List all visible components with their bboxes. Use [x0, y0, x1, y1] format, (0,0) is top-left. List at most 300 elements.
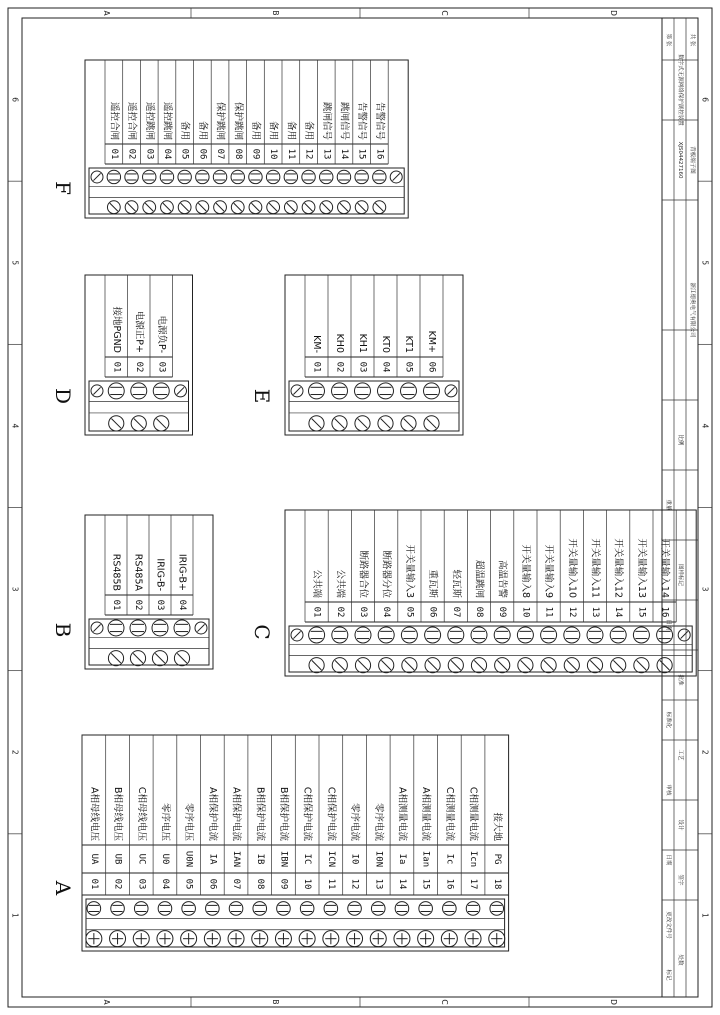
- screw-head: [490, 902, 504, 916]
- terminal-number: 12: [566, 606, 577, 618]
- terminal-description: 公共端: [334, 569, 346, 598]
- terminal-code: UC: [136, 853, 147, 865]
- terminal-description: B相保护电流: [277, 786, 289, 841]
- terminal-description: B相母线电压: [112, 786, 124, 841]
- drawing-number: XJS04427160: [677, 141, 683, 179]
- block-letter: B: [51, 622, 75, 638]
- screw-slot: [312, 419, 322, 429]
- terminal-clamp-icon: [229, 902, 243, 916]
- zone-number: 1: [10, 913, 20, 918]
- screw-slot: [335, 660, 345, 670]
- terminal-number: 02: [334, 606, 345, 618]
- terminal-description: C相母线电压: [135, 786, 147, 841]
- zone-number: 6: [700, 97, 710, 102]
- screw-head: [443, 902, 457, 916]
- screw-slot: [567, 660, 577, 670]
- terminal-code: ICN: [325, 850, 336, 868]
- terminal-screw-icon: [204, 931, 220, 947]
- company-name: 浙江德奥电气有限公司: [689, 282, 695, 338]
- screw-slot: [251, 203, 259, 211]
- zone-number: 4: [10, 423, 20, 429]
- terminal-description: 断路器分位: [380, 550, 392, 598]
- terminal-description: 跳闸信号: [320, 101, 332, 140]
- screw-slot: [177, 653, 187, 663]
- terminal-description: A相母线电压: [88, 787, 100, 841]
- terminal-clamp-icon: [471, 627, 487, 643]
- terminal-code: IA: [207, 853, 218, 865]
- terminal-clamp-icon: [378, 383, 394, 399]
- screw-head: [131, 383, 147, 399]
- terminal-number: 05: [404, 606, 415, 618]
- screw-slot: [358, 660, 368, 670]
- screw-head: [300, 902, 314, 916]
- zone-number: 5: [700, 260, 710, 266]
- terminal-clamp-icon: [174, 620, 190, 636]
- terminal-description: 重瓦斯: [427, 569, 439, 598]
- terminal-clamp-icon: [300, 902, 314, 916]
- title-cell-label: 重量: [665, 499, 671, 511]
- terminal-clamp-icon: [178, 170, 191, 183]
- terminal-clamp-icon: [108, 383, 124, 399]
- terminal-number: 13: [590, 606, 600, 618]
- terminal-screw-icon: [157, 931, 173, 947]
- terminal-screw-icon: [465, 931, 481, 947]
- terminal-clamp-icon: [249, 170, 262, 183]
- screw-strip: [289, 381, 459, 431]
- terminal-code: UA: [88, 853, 99, 865]
- terminal-number: 03: [156, 361, 167, 373]
- terminal-code: IBN: [278, 850, 289, 868]
- terminal-description: 备用: [267, 120, 279, 140]
- terminal-number: 07: [450, 606, 461, 618]
- screw-head: [108, 620, 124, 636]
- screw-head: [253, 902, 267, 916]
- screw-slot: [287, 203, 295, 211]
- screw-head: [182, 902, 196, 916]
- terminal-clamp-icon: [160, 170, 173, 183]
- screw-slot: [613, 660, 623, 670]
- screw-head: [302, 170, 315, 183]
- screw-head: [158, 902, 172, 916]
- screw-head: [196, 170, 209, 183]
- zone-number: 4: [700, 423, 710, 429]
- terminal-number: 04: [161, 148, 172, 160]
- screw-head: [143, 170, 156, 183]
- screw-head: [111, 902, 125, 916]
- screw-head: [424, 383, 440, 399]
- screw-slot: [134, 419, 144, 429]
- screw-head: [309, 627, 325, 643]
- terminal-screw-icon: [110, 931, 126, 947]
- screw-slot: [181, 203, 189, 211]
- terminal-block-f: [85, 60, 408, 218]
- terminal-clamp-icon: [355, 627, 371, 643]
- screw-head: [425, 627, 441, 643]
- terminal-description: 零序电流: [372, 802, 384, 841]
- title-cell-label: 标记: [665, 969, 671, 981]
- terminal-description: 断路器合位: [357, 550, 369, 598]
- terminal-clamp-icon: [564, 627, 580, 643]
- terminal-screw-icon: [228, 931, 244, 947]
- screw-slot: [637, 660, 647, 670]
- terminal-clamp-icon: [541, 627, 557, 643]
- end-screw-icon: [91, 622, 103, 634]
- terminal-screw-icon: [252, 931, 268, 947]
- screw-slot: [145, 203, 153, 211]
- terminal-number: 03: [358, 606, 368, 618]
- screw-head: [378, 383, 394, 399]
- terminal-number: 14: [338, 148, 349, 160]
- terminal-clamp-icon: [309, 627, 325, 643]
- terminal-number: 11: [325, 878, 336, 890]
- end-screw-icon: [291, 629, 303, 641]
- terminal-number: 15: [420, 878, 431, 890]
- terminal-clamp-icon: [309, 383, 325, 399]
- terminal-number: 05: [179, 148, 190, 160]
- terminal-clamp-icon: [494, 627, 510, 643]
- terminal-screw-icon: [133, 931, 149, 947]
- terminal-clamp-icon: [378, 627, 394, 643]
- terminal-clamp-icon: [466, 902, 480, 916]
- inner-border: [22, 18, 698, 997]
- block-letter: A: [51, 880, 75, 896]
- terminal-clamp-icon: [277, 902, 291, 916]
- screw-slot: [269, 203, 277, 211]
- zone-letter: B: [271, 999, 280, 1005]
- terminal-block-a: [82, 735, 509, 951]
- terminal-block-c: [285, 510, 696, 676]
- terminal-number: 11: [285, 148, 296, 160]
- screw-head: [419, 902, 433, 916]
- terminal-clamp-icon: [153, 383, 169, 399]
- screw-slot: [293, 631, 300, 638]
- screw-slot: [544, 660, 554, 670]
- terminal-description: 开关量输入9: [543, 544, 555, 598]
- terminal-description: 开关量输入10: [566, 538, 578, 598]
- terminal-number: 05: [403, 361, 414, 373]
- terminal-number: 06: [197, 148, 208, 160]
- terminal-screw-icon: [86, 931, 102, 947]
- end-screw-icon: [291, 385, 303, 397]
- terminal-number: 04: [380, 361, 391, 373]
- terminal-clamp-icon: [206, 902, 220, 916]
- screw-slot: [111, 653, 121, 663]
- terminal-description: C相保护电流: [325, 786, 337, 841]
- screw-head: [448, 627, 464, 643]
- terminal-block-e: [285, 275, 463, 435]
- screw-head: [125, 170, 138, 183]
- terminal-clamp-icon: [490, 902, 504, 916]
- terminal-number: 08: [474, 606, 484, 618]
- title-cell-label: 标准化: [665, 711, 671, 729]
- terminal-code: Icn: [468, 850, 479, 868]
- terminal-number: 06: [207, 878, 218, 890]
- screw-head: [355, 383, 371, 399]
- terminal-description: 接大地: [491, 812, 503, 841]
- terminal-clamp-icon: [443, 902, 457, 916]
- terminal-description: 电源负P-: [155, 315, 167, 353]
- end-screw-icon: [390, 171, 402, 183]
- terminal-clamp-icon: [196, 170, 209, 183]
- terminal-number: 09: [497, 606, 508, 618]
- screw-head: [152, 620, 168, 636]
- screw-head: [587, 627, 603, 643]
- terminal-screw-icon: [323, 931, 339, 947]
- terminal-number: 08: [232, 148, 243, 160]
- terminal-description: KM-: [311, 335, 322, 353]
- screw-slot: [340, 203, 348, 211]
- terminal-code: Ian: [420, 850, 431, 868]
- screw-slot: [197, 624, 204, 631]
- terminal-number: 02: [133, 599, 143, 611]
- terminal-number: 07: [215, 148, 226, 160]
- terminal-description: 超温跳闸: [473, 559, 485, 598]
- terminal-number: 01: [311, 361, 322, 373]
- terminal-description: 遥控合闸: [108, 101, 120, 140]
- screw-head: [213, 170, 226, 183]
- terminal-clamp-icon: [143, 170, 156, 183]
- terminal-number: 13: [373, 878, 384, 890]
- drawing-name: 背板端子图: [689, 146, 695, 174]
- screw-head: [153, 383, 169, 399]
- terminal-code: I0: [349, 853, 360, 865]
- terminal-description: RS485A: [132, 553, 144, 591]
- terminal-description: 备用: [303, 120, 315, 140]
- title-cell-label: 日期: [665, 854, 671, 866]
- screw-slot: [234, 203, 242, 211]
- screw-slot: [111, 419, 121, 429]
- terminal-description: 开关量输入14: [659, 538, 671, 598]
- sheet-total: 共 张: [689, 33, 695, 47]
- screw-slot: [156, 419, 166, 429]
- terminal-number: 18: [491, 878, 502, 890]
- zone-number: 3: [10, 586, 20, 592]
- screw-slot: [447, 387, 454, 394]
- terminal-clamp-icon: [231, 170, 244, 183]
- screw-head: [395, 902, 409, 916]
- screw-head: [471, 627, 487, 643]
- title-cell-label: 批准: [677, 674, 683, 686]
- screw-head: [355, 627, 371, 643]
- terminal-code: IC: [302, 853, 313, 865]
- title-cell-label: 工艺: [677, 749, 683, 761]
- screw-head: [378, 627, 394, 643]
- terminal-code: I0N: [373, 850, 384, 868]
- terminal-clamp-icon: [348, 902, 362, 916]
- screw-head: [231, 170, 244, 183]
- screw-head: [517, 627, 533, 643]
- screw-head: [348, 902, 362, 916]
- block-outline: [85, 275, 193, 435]
- terminal-description: 公共端: [311, 569, 323, 598]
- screw-slot: [681, 631, 688, 638]
- terminal-description: C相测量电流: [467, 786, 479, 841]
- terminal-description: KT0: [380, 335, 391, 353]
- end-screw-icon: [91, 385, 103, 397]
- terminal-description: KH0: [334, 333, 345, 353]
- terminal-number: 07: [231, 878, 242, 890]
- screw-slot: [110, 203, 118, 211]
- screw-head: [87, 902, 101, 916]
- terminal-number: 17: [468, 878, 479, 890]
- screw-slot: [312, 660, 322, 670]
- terminal-code: U0: [159, 853, 170, 865]
- terminal-description: 跳闸信号: [338, 101, 350, 140]
- terminal-number: 01: [111, 361, 122, 373]
- terminal-number: 01: [111, 599, 121, 611]
- zone-number: 2: [10, 749, 20, 755]
- terminal-clamp-icon: [517, 627, 533, 643]
- terminal-number: 15: [356, 148, 367, 160]
- terminal-clamp-icon: [134, 902, 148, 916]
- terminal-description: 接地PGND: [110, 306, 122, 353]
- terminal-description: 告警信号: [356, 101, 368, 140]
- title-cell-label: 图样标记: [677, 563, 683, 587]
- terminal-description: 遥控跳闸: [161, 101, 173, 140]
- terminal-description: KH1: [357, 333, 368, 353]
- terminal-description: 轻瓦斯: [450, 569, 462, 598]
- terminal-clamp-icon: [320, 170, 333, 183]
- block-letter: E: [250, 388, 274, 404]
- terminal-description: A相保护电流: [230, 787, 242, 841]
- screw-head: [266, 170, 279, 183]
- terminal-number: 03: [357, 361, 368, 373]
- terminal-number: 05: [183, 878, 194, 890]
- terminal-description: 遥控合闸: [126, 101, 138, 140]
- screw-slot: [358, 203, 366, 211]
- terminal-number: 02: [133, 361, 144, 373]
- screw-slot: [405, 660, 415, 670]
- terminal-number: 03: [136, 878, 147, 890]
- terminal-number: 09: [250, 148, 261, 160]
- screw-head: [284, 170, 297, 183]
- zone-letter: D: [609, 10, 618, 16]
- screw-slot: [216, 203, 224, 211]
- screw-slot: [375, 203, 383, 211]
- zone-number: 1: [700, 913, 710, 918]
- terminal-number: 10: [520, 606, 531, 618]
- screw-head: [320, 170, 333, 183]
- terminal-number: 16: [659, 606, 670, 618]
- end-screw-icon: [175, 385, 187, 397]
- screw-slot: [590, 660, 600, 670]
- screw-head: [494, 627, 510, 643]
- screw-slot: [93, 624, 100, 631]
- screw-slot: [474, 660, 484, 670]
- terminal-code: U0N: [183, 850, 194, 868]
- screw-head: [633, 627, 649, 643]
- block-letter: F: [51, 181, 75, 195]
- terminal-code: IAN: [231, 850, 242, 868]
- terminal-description: C相保护电流: [301, 786, 313, 841]
- screw-slot: [497, 660, 507, 670]
- terminal-clamp-icon: [395, 902, 409, 916]
- terminal-screw-icon: [181, 931, 197, 947]
- terminal-description: 开关量输入12: [612, 538, 624, 598]
- zone-letter: C: [440, 10, 449, 16]
- terminal-clamp-icon: [373, 170, 386, 183]
- screw-head: [564, 627, 580, 643]
- terminal-clamp-icon: [355, 383, 371, 399]
- zone-number: 2: [700, 749, 710, 755]
- terminal-clamp-icon: [401, 627, 417, 643]
- terminal-description: 电源正P+: [133, 310, 145, 353]
- terminal-description: 开关量输入13: [635, 538, 647, 598]
- terminal-clamp-icon: [587, 627, 603, 643]
- terminal-clamp-icon: [182, 902, 196, 916]
- screw-head: [134, 902, 148, 916]
- terminal-number: 04: [381, 606, 392, 618]
- screw-slot: [404, 419, 414, 429]
- screw-head: [174, 620, 190, 636]
- terminal-clamp-icon: [253, 902, 267, 916]
- terminal-clamp-icon: [111, 902, 125, 916]
- zone-letter: A: [102, 999, 111, 1005]
- zone-number: 6: [10, 97, 20, 102]
- terminal-number: 01: [88, 878, 99, 890]
- terminal-number: 11: [543, 606, 554, 618]
- terminal-number: 12: [303, 148, 314, 160]
- terminal-clamp-icon: [107, 170, 120, 183]
- terminal-clamp-icon: [401, 383, 417, 399]
- terminal-description: 零序电流: [349, 802, 361, 841]
- terminal-clamp-icon: [424, 383, 440, 399]
- screw-slot: [128, 203, 136, 211]
- sheet-number: 第 张: [665, 33, 671, 47]
- screw-head: [107, 170, 120, 183]
- screw-slot: [322, 203, 330, 211]
- zone-letter: D: [609, 999, 618, 1005]
- terminal-number: 08: [254, 878, 265, 890]
- terminal-screw-icon: [441, 931, 457, 947]
- terminal-description: IRIG-B-: [154, 558, 166, 591]
- terminal-number: 12: [349, 878, 360, 890]
- screw-slot: [293, 387, 300, 394]
- terminal-description: 备用: [179, 120, 191, 140]
- terminal-clamp-icon: [152, 620, 168, 636]
- screw-slot: [521, 660, 531, 670]
- terminal-code: IB: [254, 853, 265, 865]
- terminal-number: 15: [636, 606, 647, 618]
- terminal-number: 09: [278, 878, 289, 890]
- terminal-clamp-icon: [332, 383, 348, 399]
- terminal-number: 06: [427, 606, 438, 618]
- terminal-description: 保护跳闸: [214, 101, 226, 140]
- terminal-description: B相保护电流: [254, 786, 266, 841]
- terminal-clamp-icon: [158, 902, 172, 916]
- screw-slot: [660, 660, 670, 670]
- terminal-clamp-icon: [131, 383, 147, 399]
- terminal-description: 遥控跳闸: [143, 101, 155, 140]
- terminal-description: C相测量电流: [443, 786, 455, 841]
- screw-head: [610, 627, 626, 643]
- terminal-clamp-icon: [355, 170, 368, 183]
- screw-slot: [428, 660, 438, 670]
- screw-head: [206, 902, 220, 916]
- zone-letter: B: [271, 10, 280, 16]
- screw-slot: [381, 660, 391, 670]
- terminal-clamp-icon: [213, 170, 226, 183]
- terminal-number: 14: [613, 606, 624, 618]
- screw-head: [355, 170, 368, 183]
- terminal-clamp-icon: [419, 902, 433, 916]
- terminal-screw-icon: [418, 931, 434, 947]
- terminal-description: 开关量输入3: [403, 544, 415, 598]
- screw-slot: [335, 419, 345, 429]
- terminal-code: Ia: [396, 853, 407, 865]
- screw-strip: [289, 626, 692, 672]
- screw-slot: [93, 173, 100, 180]
